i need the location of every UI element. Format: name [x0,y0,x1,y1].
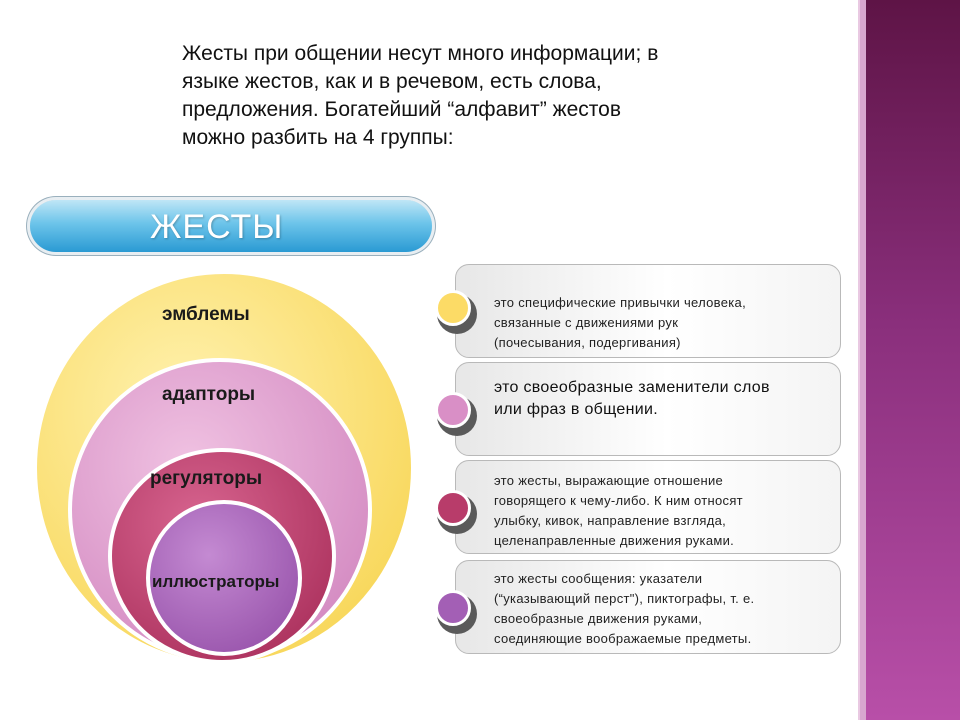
bullet-dot-emblems [435,290,471,326]
description-box-illustrators [455,560,841,654]
label-emblems: эмблемы [162,304,250,325]
nested-circles-diagram [0,0,450,720]
description-box-regulators [455,460,841,554]
bullet-dot-illustrators [435,590,471,626]
label-adaptors: адапторы [162,384,256,405]
label-illustrators: иллюстраторы [152,572,280,591]
decorative-side-band [858,0,960,720]
description-illustrators: это жесты сообщения: указатели (“указывающий перст"), пиктографы, т. е. своеобразные движения руками, соединяющие воображаемые предметы. [494,571,755,646]
label-regulators: регуляторы [150,468,263,489]
description-box-emblems [455,264,841,358]
description-adaptors: это своеобразные заменители слов или фраз в общении. [494,379,770,418]
banner-title: ЖЕСТЫ [150,208,284,246]
bullet-dot-adaptors [435,392,471,428]
description-emblems: это специфические привычки человека, связанные с движениями рук (почесывания, подергивания) [494,295,746,350]
bullet-dot-regulators [435,490,471,526]
description-regulators: это жесты, выражающие отношение говорящего к чему-либо. К ним относят улыбку, кивок, направление взгляда, целенаправленные движения руками. [494,473,743,548]
intro-paragraph: Жесты при общении несут много информации; в языке жестов, как и в речевом, есть слова, предложения. Богатейший “алфавит” жестов можно разбить на 4 группы: [182,42,659,149]
description-box-adaptors [455,362,841,456]
